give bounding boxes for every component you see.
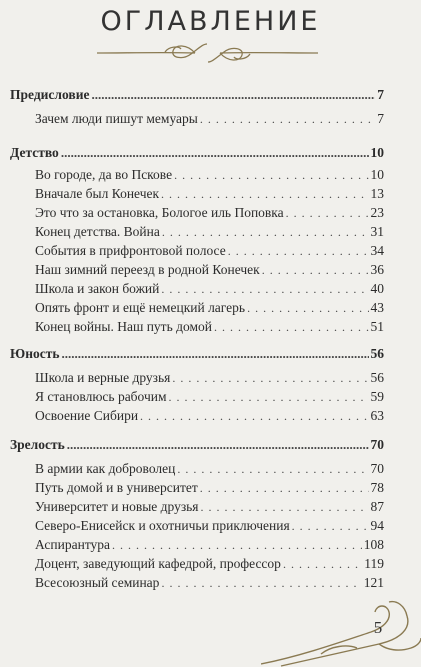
toc-item[interactable] <box>35 461 384 481</box>
item-page: 70 <box>370 461 384 476</box>
dot-leader <box>228 244 369 259</box>
dot-leader <box>61 145 369 161</box>
dot-leader <box>112 538 362 553</box>
toc-item[interactable] <box>35 319 384 339</box>
item-page: 87 <box>370 499 384 514</box>
toc-section-childhood[interactable] <box>10 145 384 165</box>
toc-item[interactable] <box>35 300 384 320</box>
toc-section-maturity[interactable] <box>10 437 384 457</box>
item-page: 10 <box>370 167 384 182</box>
dot-leader <box>286 206 369 221</box>
dot-leader <box>292 519 369 534</box>
dot-leader <box>247 301 368 316</box>
toc-item[interactable] <box>35 186 384 206</box>
item-title: Аспирантура <box>35 537 111 552</box>
item-page: 59 <box>370 389 384 404</box>
section-page: 56 <box>370 346 384 361</box>
page-number: 5 <box>373 618 383 637</box>
item-title: Конец детства. Война <box>35 224 160 239</box>
item-title: События в прифронтовой полосе <box>35 243 226 258</box>
item-page: 43 <box>370 300 384 315</box>
item-page: 63 <box>370 408 384 423</box>
item-title: Школа и закон божий <box>35 281 160 296</box>
dot-leader <box>172 371 368 386</box>
toc-item[interactable] <box>35 111 384 131</box>
item-page: 36 <box>370 262 384 277</box>
toc-section-preface[interactable] <box>10 87 384 107</box>
dot-leader <box>91 87 375 103</box>
item-title: Во городе, да во Пскове <box>35 167 173 182</box>
item-page: 23 <box>370 205 384 220</box>
item-title: Это что за остановка, Бологое иль Поповка <box>35 205 284 220</box>
dot-leader <box>140 409 368 424</box>
item-title: Я становлюсь рабочим <box>35 389 167 404</box>
dot-leader <box>177 462 368 477</box>
section-title: Детство <box>10 145 59 160</box>
item-title: В армии как доброволец <box>35 461 176 476</box>
item-page: 40 <box>370 281 384 296</box>
item-page: 78 <box>370 480 384 495</box>
item-page: 121 <box>363 575 384 590</box>
section-page: 70 <box>370 437 384 452</box>
item-title: Университет и новые друзья <box>35 499 199 514</box>
item-page: 7 <box>377 111 384 126</box>
dot-leader <box>283 557 362 572</box>
item-title: Освоение Сибири <box>35 408 139 423</box>
item-title: Зачем люди пишут мемуары <box>35 111 198 126</box>
dot-leader <box>174 168 368 183</box>
dot-leader <box>200 112 375 127</box>
corner-ornament <box>261 592 421 667</box>
dot-leader <box>161 576 361 591</box>
title-ornament <box>95 40 320 66</box>
item-title: Наш зимний переезд в родной Конечек <box>35 262 260 277</box>
dot-leader <box>62 346 369 362</box>
item-page: 56 <box>370 370 384 385</box>
section-title: Юность <box>10 346 60 361</box>
dot-leader <box>162 225 369 240</box>
toc-item[interactable] <box>35 370 384 390</box>
item-page: 119 <box>364 556 384 571</box>
dot-leader <box>201 500 369 515</box>
item-page: 108 <box>363 537 384 552</box>
toc-item[interactable] <box>35 499 384 519</box>
toc-item[interactable] <box>35 480 384 500</box>
toc-item[interactable] <box>35 243 384 263</box>
toc-item[interactable] <box>35 389 384 409</box>
section-page: 10 <box>370 145 384 160</box>
toc-item[interactable] <box>35 167 384 187</box>
section-title: Предисловие <box>10 87 90 102</box>
dot-leader <box>200 481 369 496</box>
dot-leader <box>161 187 368 202</box>
item-title: Вначале был Конечек <box>35 186 160 201</box>
toc-item[interactable] <box>35 556 384 576</box>
dot-leader <box>161 282 368 297</box>
item-title: Всесоюзный семинар <box>35 575 160 590</box>
item-page: 51 <box>370 319 384 334</box>
toc-item[interactable] <box>35 408 384 428</box>
item-title: Северо-Енисейск и охотничьи приключения <box>35 518 290 533</box>
dot-leader <box>169 390 369 405</box>
toc-section-youth[interactable] <box>10 346 384 366</box>
item-page: 34 <box>370 243 384 258</box>
toc-item[interactable] <box>35 262 384 282</box>
dot-leader <box>262 263 369 278</box>
toc-item[interactable] <box>35 224 384 244</box>
item-page: 94 <box>370 518 384 533</box>
page-title: ОГЛАВЛЕНИЕ <box>100 6 321 37</box>
toc-item[interactable] <box>35 281 384 301</box>
item-page: 31 <box>370 224 384 239</box>
section-title: Зрелость <box>10 437 65 452</box>
item-page: 13 <box>370 186 384 201</box>
toc-item[interactable] <box>35 205 384 225</box>
item-title: Опять фронт и ещё немецкий лагерь <box>35 300 246 315</box>
item-title: Школа и верные друзья <box>35 370 171 385</box>
item-title: Конец войны. Наш путь домой <box>35 319 212 334</box>
item-title: Доцент, заведующий кафедрой, профессор <box>35 556 281 571</box>
toc-item[interactable] <box>35 518 384 538</box>
toc-item[interactable] <box>35 537 384 557</box>
section-page: 7 <box>377 87 384 102</box>
item-title: Путь домой и в университет <box>35 480 198 495</box>
dot-leader <box>214 320 369 335</box>
dot-leader <box>67 437 369 453</box>
